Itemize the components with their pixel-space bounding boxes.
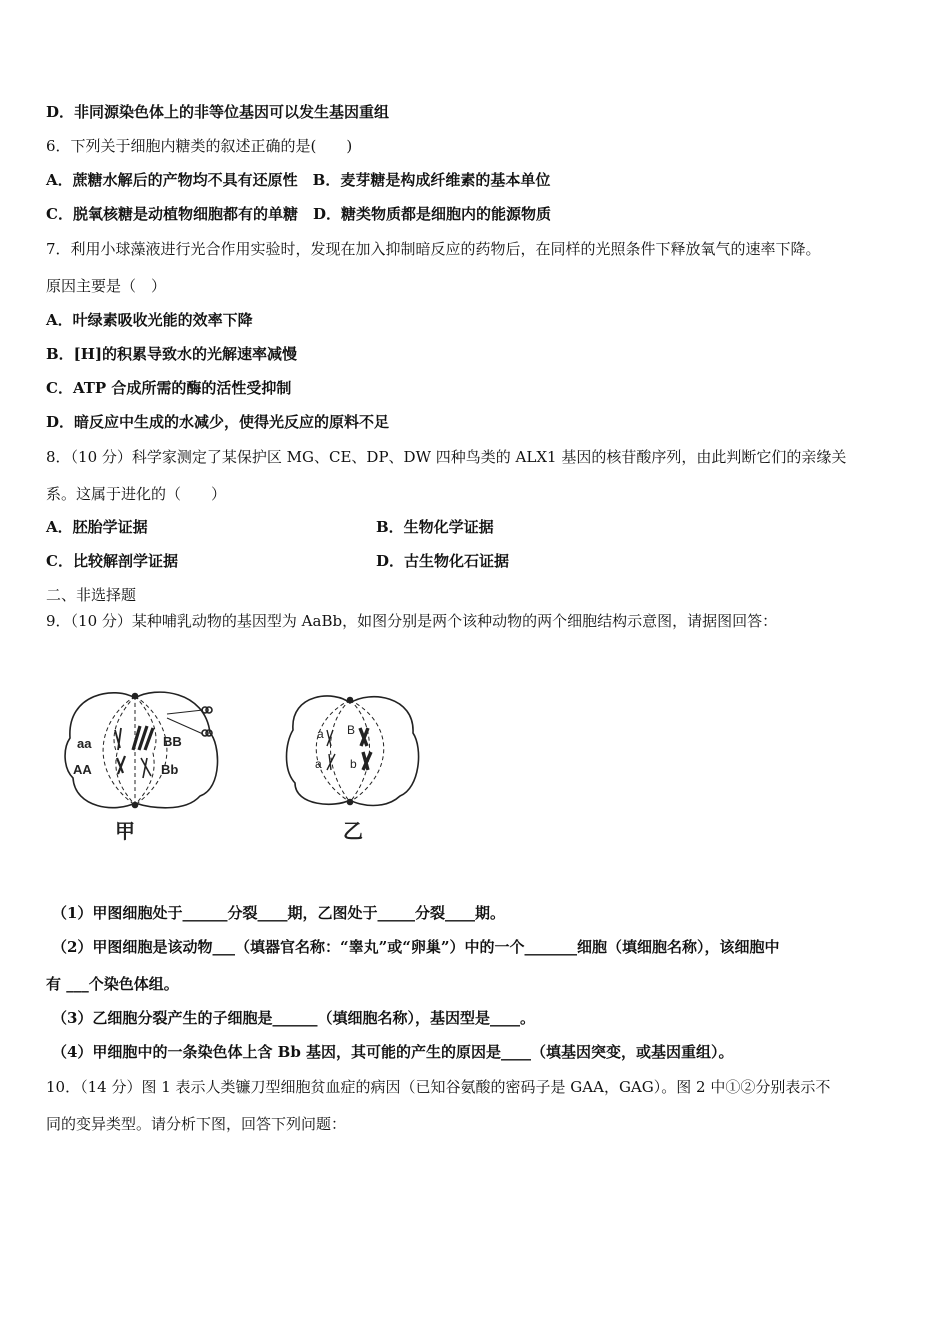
q9-sub-4: （4）甲细胞中的一条染色体上含 Bb 基因，其可能的产生的原因是____（填基因突变，或基因重组）。 (52, 1043, 734, 1061)
q7-stem-cont: 原因主要是（ ） (46, 277, 167, 295)
gene-label-Bb: Bb (161, 762, 179, 777)
q8-option-b: B．生物化学证据 (376, 518, 494, 536)
q8-option-a: A．胚胎学证据 (46, 518, 148, 536)
section-heading: 二、非选择题 (46, 586, 137, 604)
gene-label-aa: aa (77, 736, 92, 751)
q8-stem: 8．（10 分）科学家测定了某保护区 MG、CE、DP、DW 四种鸟类的 ALX1 基因的核苷酸序列，由此判断它们的亲缘关 (46, 448, 847, 466)
q7-stem: 7．利用小球藻液进行光合作用实验时，发现在加入抑制暗反应的药物后，在同样的光照条件下释放氧气的速率下降。 (46, 240, 821, 258)
q7-option-a: A．叶绿素吸收光能的效率下降 (46, 311, 253, 329)
q7-option-d: D．暗反应中生成的水减少，使得光反应的原料不足 (46, 413, 390, 431)
q8-stem-cont: 系。这属于进化的（ ） (46, 485, 227, 503)
q6-options-ab: A．蔗糖水解后的产物均不具有还原性 B．麦芽糖是构成纤维素的基本单位 (46, 171, 551, 189)
gene-label-b: b (350, 757, 357, 771)
q6-stem: 6．下列关于细胞内糖类的叙述正确的是( ) (46, 137, 353, 155)
q6-options-cd: C．脱氧核糖是动植物细胞都有的单糖 D．糖类物质都是细胞内的能源物质 (46, 205, 551, 223)
gene-label-a2: a (315, 757, 322, 771)
gene-label-BB: BB (163, 734, 182, 749)
q9-sub-3: （3）乙细胞分裂产生的子细胞是______（填细胞名称），基因型是____。 (52, 1009, 535, 1027)
q9-sub-2: （2）甲图细胞是该动物___（填器官名称：“睾丸”或“卵巢”）中的一个_______细胞（填细胞名称），该细胞中 (52, 938, 780, 956)
q10-stem: 10．（14 分）图 1 表示人类镰刀型细胞贫血症的病因（已知谷氨酸的密码子是 GAA，GAG）。图 2 中①②分别表示不 (46, 1078, 831, 1096)
cell-yi (287, 696, 419, 806)
q7-option-c: C．ATP 合成所需的酶的活性受抑制 (46, 379, 292, 397)
q7-option-b: B．[H]的积累导致水的光解速率减慢 (46, 345, 298, 363)
gene-label-AA: AA (73, 762, 92, 777)
label-jia: 甲 (115, 819, 135, 843)
q9-sub-2-cont: 有 ___个染色体组。 (46, 975, 179, 993)
q8-option-c: C．比较解剖学证据 (46, 552, 178, 570)
cell-diagram (55, 678, 425, 848)
q9-stem: 9．（10 分）某种哺乳动物的基因型为 AaBb，如图分别是两个该种动物的两个细胞结构示意图，请据图回答： (46, 612, 778, 630)
q8-option-d: D．古生物化石证据 (376, 552, 510, 570)
label-yi: 乙 (343, 819, 363, 843)
q9-sub-1: （1）甲图细胞处于______分裂____期，乙图处于_____分裂____期。 (52, 904, 505, 922)
q5-option-d: D．非同源染色体上的非等位基因可以发生基因重组 (46, 103, 390, 121)
gene-label-B: B (347, 723, 356, 737)
q10-stem-cont: 同的变异类型。请分析下图，回答下列问题： (46, 1115, 347, 1133)
gene-label-a1: a (317, 727, 324, 741)
